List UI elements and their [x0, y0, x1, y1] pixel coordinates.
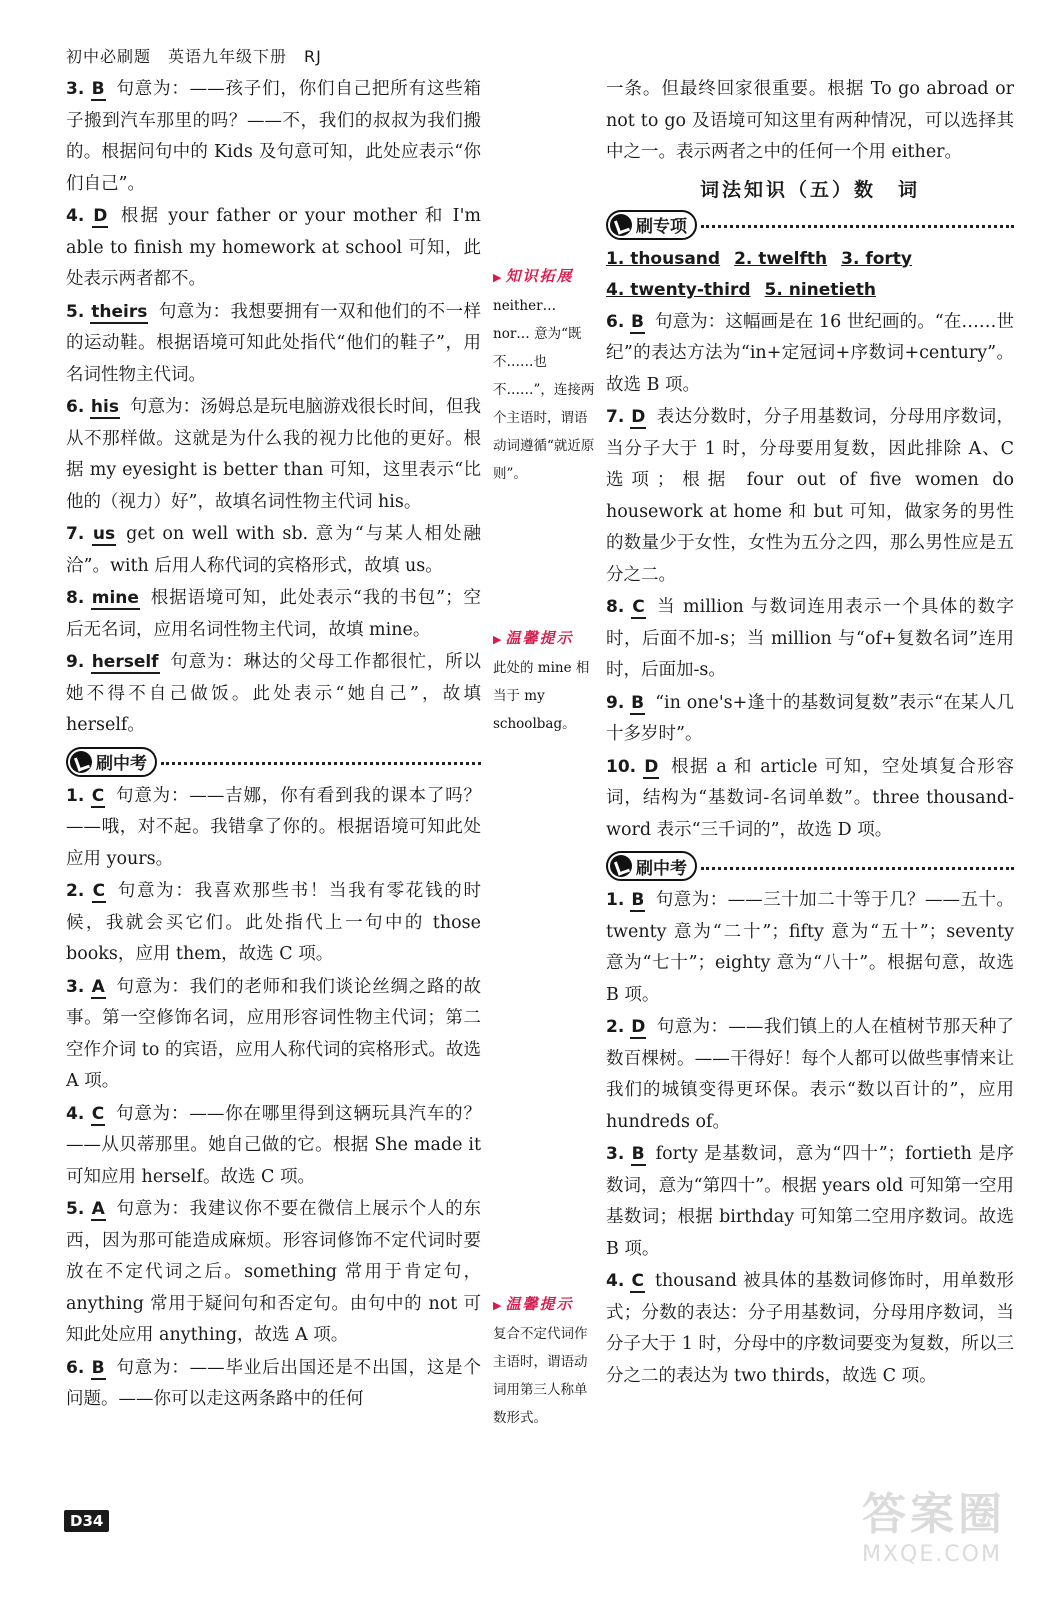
answer-item — [606, 402, 1014, 591]
note-title: ▶ 知识拓展 — [493, 262, 595, 292]
check-icon — [610, 214, 632, 236]
left-column — [66, 74, 481, 1417]
item-answer: B — [631, 890, 645, 910]
answer-item — [66, 74, 481, 200]
answer-item — [66, 583, 481, 646]
note-text: 此处的 mine 相当于 my schoolbag。 — [493, 660, 590, 732]
watermark-domain: MXQE.COM — [862, 1542, 1002, 1567]
item-answer: B — [631, 692, 645, 713]
section-label: 刷专项 — [636, 217, 687, 237]
note-knowledge-extension — [493, 262, 595, 488]
item-answer: B — [631, 1144, 645, 1164]
fill-answer: 1. thousand — [606, 248, 721, 269]
answer-item — [606, 592, 1014, 687]
answer-item — [606, 1139, 1014, 1265]
answer-item — [66, 647, 481, 742]
item-answer: B — [91, 1357, 105, 1378]
item-number: 3. — [606, 1144, 625, 1164]
answer-item — [66, 519, 481, 582]
item-answer: B — [630, 311, 644, 332]
item-explanation: 句意为：——孩子们，你们自己把所有这些箱子搬到汽车那里的吗？——不，我们的叔叔为我们搬的。根据问句中的 Kids 及句意可知，此处应表示“你们自己”。 — [66, 79, 481, 194]
item-explanation: 句意为：——三十加二十等于几？——五十。twenty 意为“二十”；fifty 意为“五十”；seventy 意为“七十”；eighty 意为“八十”。根据句意，故选 B 项。 — [606, 890, 1014, 1005]
section-badge — [66, 747, 157, 777]
answer-item — [606, 885, 1014, 1011]
chapter-title: 词法知识（五）数 词 — [699, 178, 920, 201]
item-number: 3. — [66, 79, 85, 99]
item-answer: mine — [91, 588, 139, 608]
answer-list-d — [606, 885, 1014, 1392]
note-text: neither… nor… 意为“既不……也不……”，连接两个主语时，谓语动词遵循“就近原则”。 — [493, 298, 595, 482]
item-answer: A — [91, 976, 105, 997]
answer-item — [66, 1353, 481, 1416]
fill-answer: 4. twenty-third — [606, 280, 751, 300]
answer-item — [66, 972, 481, 1098]
item-number: 3. — [66, 976, 85, 997]
section-header-zhuanxiang — [606, 208, 1014, 242]
dotted-leader — [161, 762, 481, 765]
item-explanation: get on well with sb. 意为“与某人相处融洽”。with 后用人称代词的宾格形式，故填 us。 — [66, 524, 481, 576]
item-answer: his — [90, 397, 119, 417]
answer-item — [66, 876, 481, 971]
item-explanation: thousand 被具体的基数词修饰时，用单数形式；分数的表达：分子用基数词，分母用序数词，当分子大于 1 时，分母中的序数词要变为复数，所以三分之二的表达为 two thirds，故选 C 项。 — [606, 1271, 1014, 1386]
answer-item — [66, 201, 481, 296]
item-explanation: 句意为：汤姆总是玩电脑游戏很长时间，但我从不那样做。这就是为什么我的视力比他的更好。根据 my eyesight is better than 可知，这里表示“比他的（视力）好”，故填名词性物主代词 his。 — [66, 397, 481, 512]
item-number: 7. — [606, 407, 625, 427]
answer-item — [606, 688, 1014, 751]
item-answer: theirs — [91, 301, 148, 322]
answer-item — [66, 1099, 481, 1194]
item-explanation: 句意为：——你在哪里得到这辆玩具汽车的？——从贝蒂那里。她自己做的它。根据 She made it 可知应用 herself。故选 C 项。 — [66, 1103, 481, 1187]
item-explanation: 句意为：——毕业后出国还是不出国，这是个问题。——你可以走这两条路中的任何 — [66, 1357, 481, 1409]
page-number: D34 — [64, 1510, 109, 1532]
item-answer: us — [92, 524, 116, 544]
item-answer: D — [631, 407, 646, 427]
answer-list-b — [66, 781, 481, 1416]
note-title: ▶ 温馨提示 — [493, 1290, 595, 1320]
section-label: 刷中考 — [636, 858, 687, 879]
answer-item — [606, 307, 1014, 402]
answer-item — [66, 392, 481, 518]
item-answer: A — [91, 1199, 105, 1219]
item-number: 6. — [66, 1357, 85, 1378]
continuation-text: 一条。但最终回家很重要。根据 To go abroad or not to go 及语境可知这里有两种情况，可以选择其中之一。表示两者之中的任何一个用 either。 — [606, 79, 1014, 162]
item-explanation: 当 million 与数词连用表示一个具体的数字时，后面不加-s；当 million 与“of+复数名词”连用时，后面加-s。 — [606, 597, 1014, 680]
item-number: 4. — [66, 206, 85, 226]
item-explanation: “in one's+逢十的基数词复数”表示“在某人几十多岁时”。 — [606, 692, 1014, 744]
note-title: ▶ 温馨提示 — [493, 624, 595, 654]
item-answer: D — [631, 1017, 646, 1037]
section-label: 刷中考 — [96, 754, 147, 774]
item-number: 6. — [66, 397, 85, 417]
item-number: 4. — [606, 1271, 625, 1291]
item-number: 8. — [606, 597, 625, 617]
note-tip-1 — [493, 624, 595, 738]
item-answer: C — [632, 597, 645, 617]
item-explanation: 句意为：我们的老师和我们谈论丝绸之路的故事。第一空修饰名词，应用形容词性物主代词；第二空作介词 to 的宾语，应用人称代词的宾格形式。故选 A 项。 — [66, 976, 481, 1091]
item-number: 4. — [66, 1103, 85, 1124]
fill-answer: 2. twelfth — [734, 248, 828, 269]
answer-item — [66, 297, 481, 392]
watermark-logo — [862, 1478, 1032, 1568]
item-explanation: 根据语境可知，此处表示“我的书包”；空后无名词，应用名词性物主代词，故填 mine。 — [66, 588, 481, 640]
section-badge — [606, 851, 697, 881]
item-answer: C — [631, 1271, 644, 1291]
fill-answers-row-2 — [606, 275, 1014, 307]
item-number: 5. — [66, 301, 85, 322]
answer-item — [606, 1012, 1014, 1138]
item-explanation: 句意为：琳达的父母工作都很忙，所以她不得不自己做饭。此处表示“她自己”，故填 herself。 — [66, 652, 481, 735]
item-explanation: 句意为：我喜欢那些书！当我有零花钱的时候，我就会买它们。此处指代上一句中的 those books，应用 them，故选 C 项。 — [66, 881, 481, 964]
item-answer: C — [91, 1103, 105, 1124]
item-number: 5. — [66, 1199, 85, 1219]
item-explanation: 句意为：这幅画是在 16 世纪画的。“在……世纪”的表达方法为“in+定冠词+序数词+century”。故选 B 项。 — [606, 311, 1014, 395]
item-explanation: 根据 your father or your mother 和 I'm able to finish my homework at school 可知，此处表示两者都不。 — [66, 206, 481, 289]
answer-list-a — [66, 74, 481, 742]
item-number: 6. — [606, 311, 625, 332]
section-header-zhongkao-right — [606, 849, 1014, 883]
item-answer: B — [91, 79, 105, 99]
fill-answer: 5. ninetieth — [764, 280, 877, 300]
item-explanation: 句意为：——我们镇上的人在植树节那天种了数百棵树。——干得好！每个人都可以做些事情来让我们的城镇变得更环保。表示“数以百计的”，应用 hundreds of。 — [606, 1017, 1014, 1132]
item-explanation: forty 是基数词，意为“四十”；fortieth 是序数词，意为“第四十”。根据 years old 可知第一空用基数词；根据 birthday 可知第二空用序数词。故选 B 项。 — [606, 1144, 1014, 1259]
item-number: 9. — [66, 652, 85, 672]
item-explanation: 句意为：我想要拥有一双和他们的不一样的运动鞋。根据语境可知此处指代“他们的鞋子”，用名词性物主代词。 — [66, 301, 481, 385]
dotted-leader — [701, 867, 1014, 870]
item-number: 2. — [606, 1017, 625, 1037]
item-number: 7. — [66, 524, 85, 544]
item-answer: C — [92, 881, 106, 901]
section-badge — [606, 210, 697, 240]
item-explanation: 表达分数时，分子用基数词，分母用序数词，当分子大于 1 时，分母要用复数，因此排除 A、C 选项；根据 four out of five women do housework at home 和 but 可知，做家务的男性的数量少于女性，女性为五分之四，那么男性应是五分之二。 — [606, 407, 1014, 585]
item-answer: herself — [91, 652, 159, 672]
section-header-zhongkao-left — [66, 745, 481, 779]
item-number: 1. — [66, 785, 85, 806]
answer-item — [66, 781, 481, 876]
item-answer: C — [91, 785, 105, 806]
note-text: 复合不定代词作主语时，谓语动词用第三人称单数形式。 — [493, 1326, 588, 1426]
watermark-text: 答案圈 — [862, 1489, 1006, 1540]
note-tip-2 — [493, 1290, 595, 1432]
answer-item — [606, 752, 1014, 847]
item-number: 8. — [66, 588, 85, 608]
item-number: 10. — [606, 756, 637, 777]
item-explanation: 句意为：——吉娜，你有看到我的课本了吗？——哦，对不起。我错拿了你的。根据语境可知此处应用 yours。 — [66, 785, 481, 869]
item-explanation: 句意为：我建议你不要在微信上展示个人的东西，因为那可能造成麻烦。形容词修饰不定代词时要放在不定代词之后。something 常用于肯定句，anything 常用于疑问句和否定句。由句中的 not 可知此处应用 anything，故选 A 项。 — [66, 1199, 481, 1345]
item-answer: D — [644, 756, 659, 777]
answer-item — [66, 1194, 481, 1352]
item-number: 2. — [66, 881, 85, 901]
item-number: 9. — [606, 692, 625, 713]
answer-item — [606, 1266, 1014, 1392]
answer-list-c — [606, 307, 1014, 847]
right-column — [606, 74, 1014, 1393]
item-explanation: 根据 a 和 article 可知，空处填复合形容词，结构为“基数词-名词单数”。three thousand-word 表示“三千词的”，故选 D 项。 — [606, 756, 1014, 840]
book-header: 初中必刷题 英语九年级下册 RJ — [66, 47, 322, 66]
fill-answers-row-1 — [606, 244, 1014, 276]
item-number: 1. — [606, 890, 625, 910]
fill-answer: 3. forty — [841, 248, 912, 269]
dotted-leader — [701, 225, 1014, 228]
item-answer: D — [93, 206, 108, 226]
check-icon — [610, 855, 632, 877]
check-icon — [70, 751, 92, 773]
